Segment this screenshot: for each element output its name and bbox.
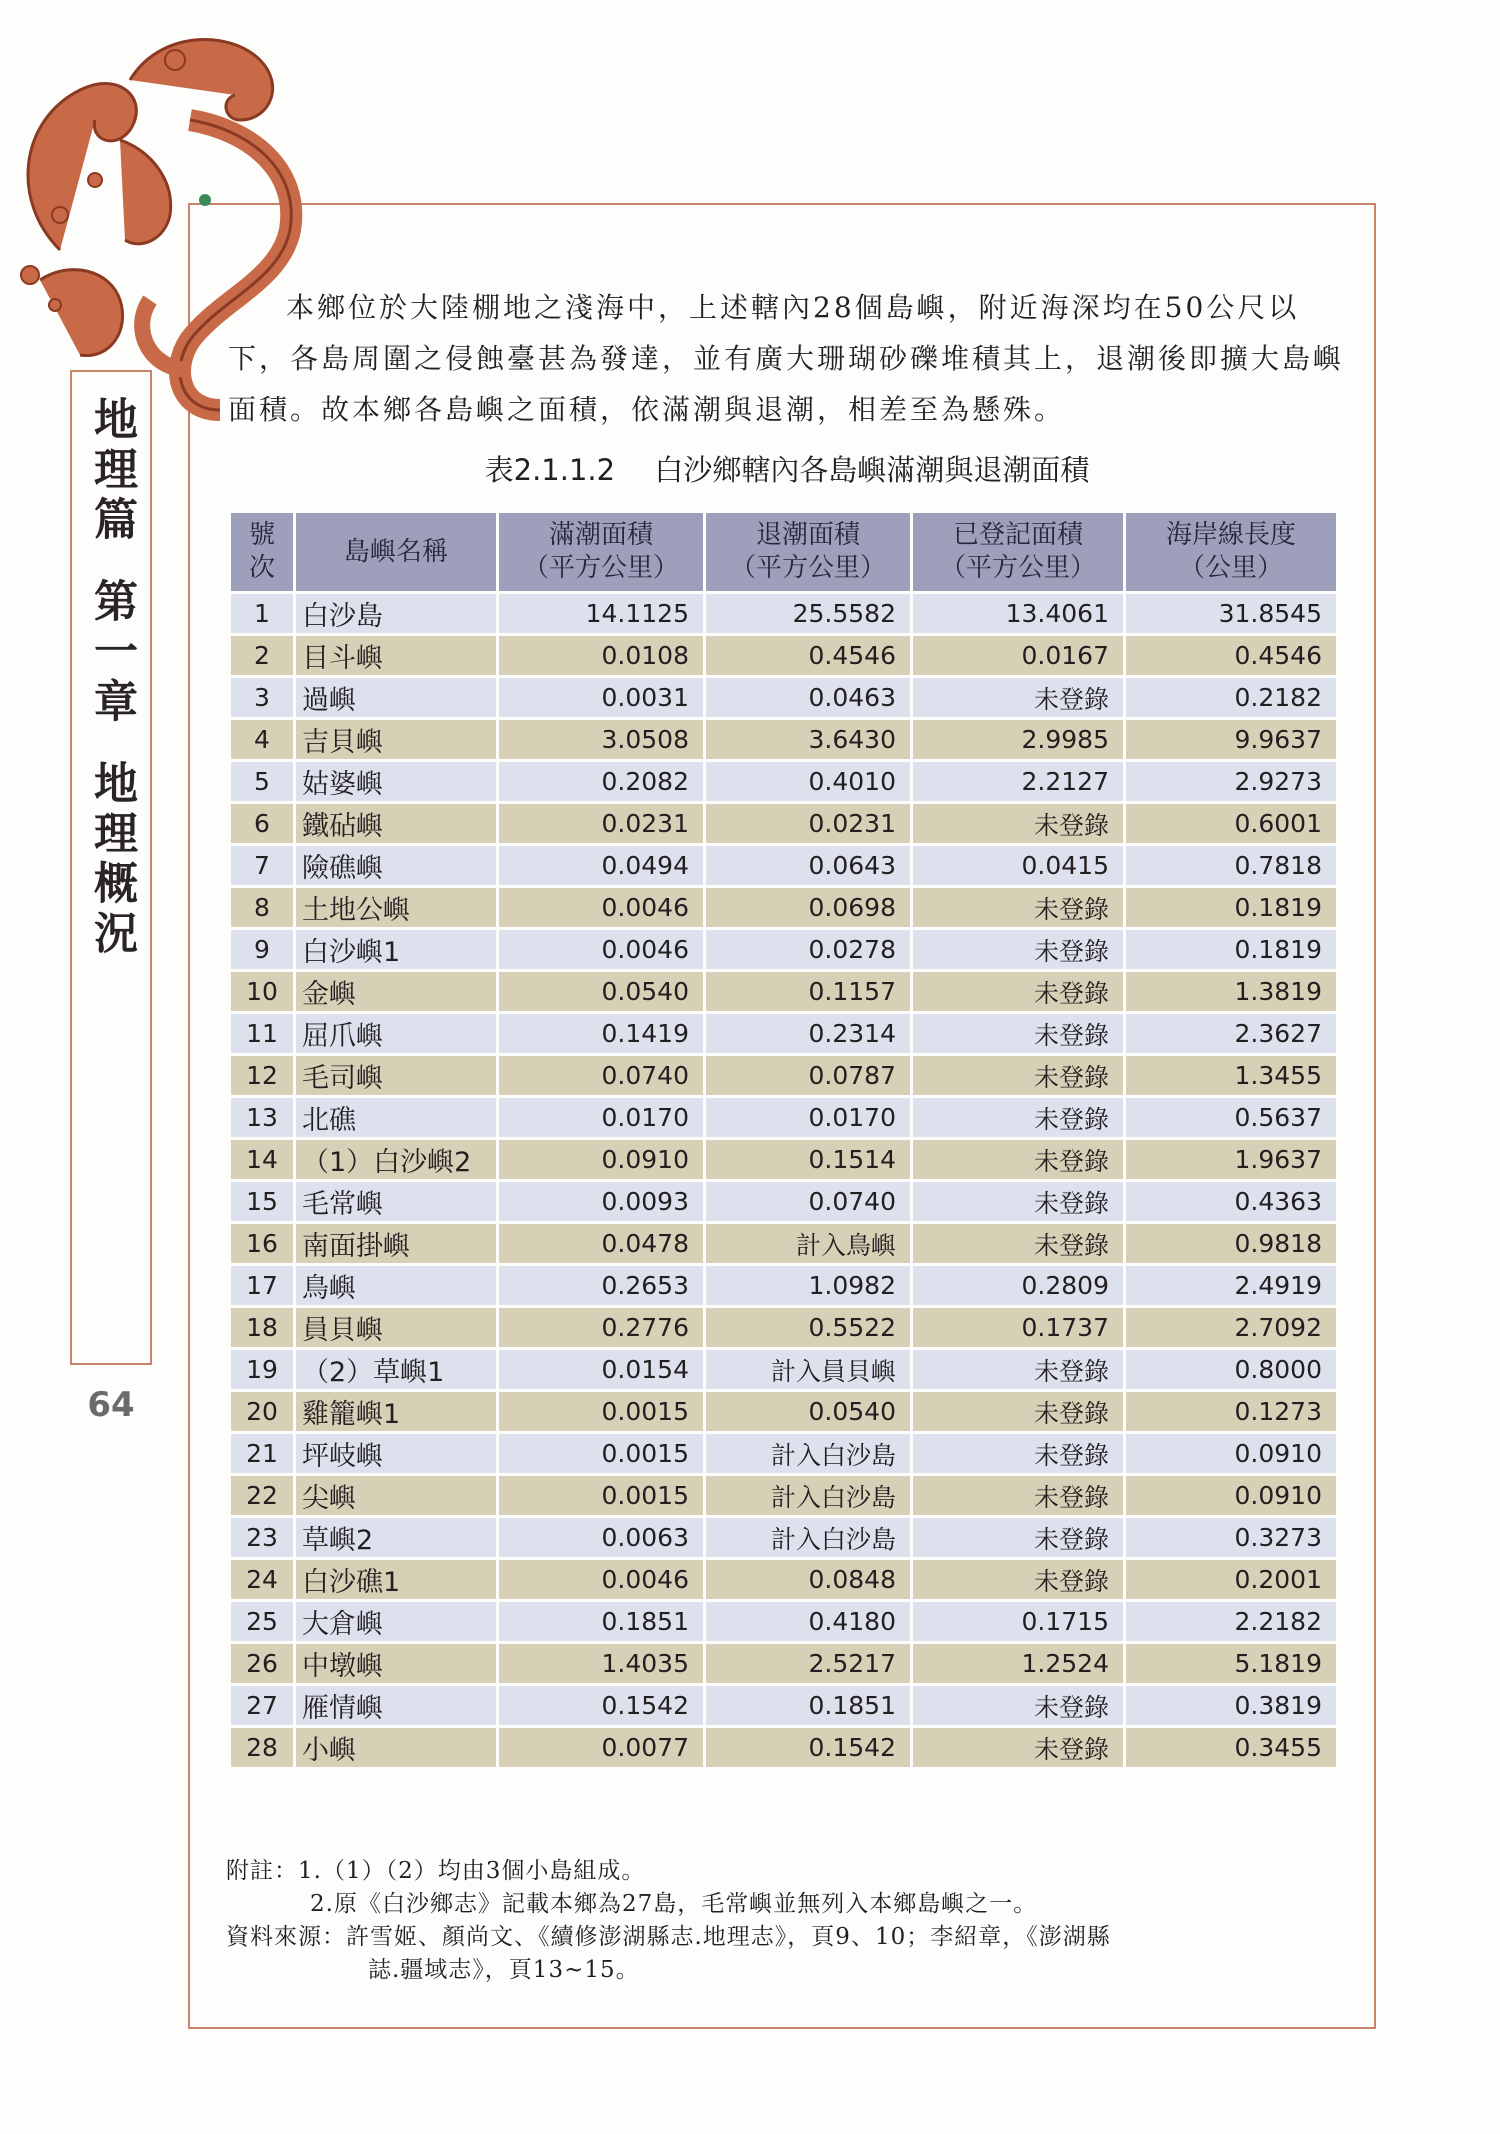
cell-registered: 未登錄 (913, 1224, 1123, 1263)
cell-high-tide: 14.1125 (499, 594, 703, 633)
cell-island-name: 鐵砧嶼 (296, 804, 496, 843)
cell-island-name: 白沙礁1 (296, 1560, 496, 1599)
cell-low-tide: 計入白沙島 (706, 1476, 910, 1515)
intro-paragraph: 本鄉位於大陸棚地之淺海中，上述轄內28個島嶼，附近海深均在50公尺以下，各島周圍之侵蝕臺甚為發達，並有廣大珊瑚砂礫堆積其上，退潮後即擴大島嶼面積。故本鄉各島嶼之面積，依滿潮與退潮，相差至為懸殊。 (228, 291, 1345, 426)
header-island-name: 島嶼名稱 (296, 513, 496, 591)
cell-low-tide: 0.0740 (706, 1182, 910, 1221)
cell-high-tide: 0.1851 (499, 1602, 703, 1641)
cell-coastline: 0.3455 (1126, 1728, 1336, 1767)
cell-island-name: 目斗嶼 (296, 636, 496, 675)
cell-coastline: 2.2182 (1126, 1602, 1336, 1641)
cell-high-tide: 0.0046 (499, 930, 703, 969)
cell-high-tide: 0.1419 (499, 1014, 703, 1053)
cell-registered: 未登錄 (913, 1014, 1123, 1053)
cell-low-tide: 計入鳥嶼 (706, 1224, 910, 1263)
cell-island-name: 大倉嶼 (296, 1602, 496, 1641)
cell-high-tide: 0.0540 (499, 972, 703, 1011)
cell-island-name: 毛司嶼 (296, 1056, 496, 1095)
cell-low-tide: 0.0278 (706, 930, 910, 969)
cell-coastline: 0.0910 (1126, 1476, 1336, 1515)
cell-coastline: 0.3819 (1126, 1686, 1336, 1725)
source-line-1: 資料來源：許雪姬、顏尚文、《續修澎湖縣志.地理志》，頁9、10；李紹章，《澎湖縣 (226, 1924, 1111, 1950)
cell-number: 25 (231, 1602, 293, 1641)
cell-high-tide: 0.0108 (499, 636, 703, 675)
cell-coastline: 0.1819 (1126, 930, 1336, 969)
part-title: 地理篇 (86, 396, 137, 546)
cell-number: 24 (231, 1560, 293, 1599)
cell-coastline: 0.0910 (1126, 1434, 1336, 1473)
cell-low-tide: 0.2314 (706, 1014, 910, 1053)
cell-number: 8 (231, 888, 293, 927)
source-line-2: 誌.疆域志》，頁13~15。 (368, 1957, 640, 1983)
cell-coastline: 2.9273 (1126, 762, 1336, 801)
cell-low-tide: 3.6430 (706, 720, 910, 759)
cell-registered: 0.1737 (913, 1308, 1123, 1347)
cell-registered: 未登錄 (913, 930, 1123, 969)
cell-island-name: 白沙島 (296, 594, 496, 633)
cell-coastline: 0.9818 (1126, 1224, 1336, 1263)
cell-island-name: 尖嶼 (296, 1476, 496, 1515)
cell-low-tide: 1.0982 (706, 1266, 910, 1305)
cell-high-tide: 0.0046 (499, 1560, 703, 1599)
cell-number: 15 (231, 1182, 293, 1221)
cell-island-name: 毛常嶼 (296, 1182, 496, 1221)
cell-coastline: 9.9637 (1126, 720, 1336, 759)
cell-island-name: 險礁嶼 (296, 846, 496, 885)
cell-registered: 13.4061 (913, 594, 1123, 633)
cell-registered: 0.2809 (913, 1266, 1123, 1305)
cell-island-name: 白沙嶼1 (296, 930, 496, 969)
cell-island-name: 姑婆嶼 (296, 762, 496, 801)
cell-registered: 未登錄 (913, 1392, 1123, 1431)
cell-registered: 未登錄 (913, 1476, 1123, 1515)
cell-number: 10 (231, 972, 293, 1011)
cell-low-tide: 計入員貝嶼 (706, 1350, 910, 1389)
cell-coastline: 0.5637 (1126, 1098, 1336, 1137)
cell-number: 2 (231, 636, 293, 675)
cell-coastline: 1.3455 (1126, 1056, 1336, 1095)
cell-number: 9 (231, 930, 293, 969)
cell-low-tide: 0.0848 (706, 1560, 910, 1599)
cell-registered: 未登錄 (913, 804, 1123, 843)
note-2: 2.原《白沙鄉志》記載本鄉為27島，毛常嶼並無列入本鄉島嶼之一。 (310, 1891, 1038, 1917)
cell-high-tide: 0.0063 (499, 1518, 703, 1557)
cell-island-name: 中墩嶼 (296, 1644, 496, 1683)
header-low-tide-area: 退潮面積 （平方公里） (706, 513, 910, 591)
cell-number: 12 (231, 1056, 293, 1095)
cell-number: 21 (231, 1434, 293, 1473)
cell-island-name: （2）草嶼1 (296, 1350, 496, 1389)
cell-low-tide: 0.4010 (706, 762, 910, 801)
cell-coastline: 2.7092 (1126, 1308, 1336, 1347)
cell-high-tide: 0.2082 (499, 762, 703, 801)
cell-low-tide: 計入白沙島 (706, 1434, 910, 1473)
cell-coastline: 0.8000 (1126, 1350, 1336, 1389)
cell-island-name: 鳥嶼 (296, 1266, 496, 1305)
cell-low-tide: 0.0540 (706, 1392, 910, 1431)
cell-coastline: 0.4363 (1126, 1182, 1336, 1221)
cell-number: 14 (231, 1140, 293, 1179)
cell-island-name: 土地公嶼 (296, 888, 496, 927)
cell-low-tide: 2.5217 (706, 1644, 910, 1683)
cell-number: 3 (231, 678, 293, 717)
cell-registered: 1.2524 (913, 1644, 1123, 1683)
cell-low-tide: 0.1542 (706, 1728, 910, 1767)
cell-registered: 未登錄 (913, 1518, 1123, 1557)
cell-registered: 0.0415 (913, 846, 1123, 885)
cell-number: 4 (231, 720, 293, 759)
cell-high-tide: 0.0740 (499, 1056, 703, 1095)
cell-high-tide: 0.0170 (499, 1098, 703, 1137)
chapter-title: 地理概況 (86, 760, 137, 960)
cell-coastline: 31.8545 (1126, 594, 1336, 633)
page-number: 64 (87, 1385, 135, 1425)
cell-number: 26 (231, 1644, 293, 1683)
cell-number: 17 (231, 1266, 293, 1305)
cell-low-tide: 0.1851 (706, 1686, 910, 1725)
note-1: 1.（1）（2）均由3個小島組成。 (298, 1858, 646, 1884)
cell-island-name: 草嶼2 (296, 1518, 496, 1557)
cell-number: 28 (231, 1728, 293, 1767)
cell-low-tide: 0.5522 (706, 1308, 910, 1347)
cell-island-name: 吉貝嶼 (296, 720, 496, 759)
cell-island-name: 小嶼 (296, 1728, 496, 1767)
cell-island-name: 屈爪嶼 (296, 1014, 496, 1053)
cell-registered: 未登錄 (913, 1560, 1123, 1599)
page-frame (188, 203, 1376, 2029)
cell-registered: 2.9985 (913, 720, 1123, 759)
cell-island-name: 員貝嶼 (296, 1308, 496, 1347)
cell-high-tide: 0.0154 (499, 1350, 703, 1389)
cell-island-name: 金嶼 (296, 972, 496, 1011)
cell-number: 5 (231, 762, 293, 801)
cell-number: 13 (231, 1098, 293, 1137)
cell-coastline: 0.2182 (1126, 678, 1336, 717)
cell-coastline: 1.9637 (1126, 1140, 1336, 1179)
cell-registered: 未登錄 (913, 1140, 1123, 1179)
cell-coastline: 0.6001 (1126, 804, 1336, 843)
cell-registered: 2.2127 (913, 762, 1123, 801)
cell-coastline: 0.4546 (1126, 636, 1336, 675)
table-number: 表2.1.1.2 (484, 453, 616, 487)
notes-label: 附註： (226, 1858, 298, 1884)
cell-high-tide: 0.0093 (499, 1182, 703, 1221)
cell-registered: 未登錄 (913, 1434, 1123, 1473)
cell-low-tide: 0.1514 (706, 1140, 910, 1179)
cell-low-tide: 25.5582 (706, 594, 910, 633)
cell-coastline: 1.3819 (1126, 972, 1336, 1011)
cell-number: 18 (231, 1308, 293, 1347)
cell-registered: 0.0167 (913, 636, 1123, 675)
cell-island-name: 南面掛嶼 (296, 1224, 496, 1263)
cell-island-name: 北礁 (296, 1098, 496, 1137)
cell-high-tide: 0.0494 (499, 846, 703, 885)
cell-registered: 未登錄 (913, 972, 1123, 1011)
cell-low-tide: 0.0643 (706, 846, 910, 885)
cell-high-tide: 0.0015 (499, 1476, 703, 1515)
cell-low-tide: 0.0463 (706, 678, 910, 717)
cell-island-name: 坪岐嶼 (296, 1434, 496, 1473)
cell-number: 1 (231, 594, 293, 633)
cell-number: 6 (231, 804, 293, 843)
cell-number: 16 (231, 1224, 293, 1263)
cell-number: 27 (231, 1686, 293, 1725)
cell-coastline: 0.1273 (1126, 1392, 1336, 1431)
cell-registered: 未登錄 (913, 1182, 1123, 1221)
cell-coastline: 0.2001 (1126, 1560, 1336, 1599)
chapter-label: 第一章 (86, 578, 137, 728)
cell-low-tide: 0.0698 (706, 888, 910, 927)
cell-coastline: 0.3273 (1126, 1518, 1336, 1557)
cell-high-tide: 0.0015 (499, 1392, 703, 1431)
cell-island-name: 雁情嶼 (296, 1686, 496, 1725)
header-number: 號 次 (231, 513, 293, 591)
header-high-tide-area: 滿潮面積 （平方公里） (499, 513, 703, 591)
cell-low-tide: 0.0170 (706, 1098, 910, 1137)
cell-number: 23 (231, 1518, 293, 1557)
cell-high-tide: 0.2653 (499, 1266, 703, 1305)
cell-number: 11 (231, 1014, 293, 1053)
header-coastline-length: 海岸線長度 （公里） (1126, 513, 1336, 591)
cell-high-tide: 0.0910 (499, 1140, 703, 1179)
cell-coastline: 5.1819 (1126, 1644, 1336, 1683)
cell-high-tide: 0.0046 (499, 888, 703, 927)
cell-high-tide: 3.0508 (499, 720, 703, 759)
cell-registered: 未登錄 (913, 1056, 1123, 1095)
cell-high-tide: 0.1542 (499, 1686, 703, 1725)
cell-high-tide: 0.0478 (499, 1224, 703, 1263)
cell-high-tide: 0.0015 (499, 1434, 703, 1473)
cell-registered: 未登錄 (913, 1350, 1123, 1389)
header-registered-area: 已登記面積 （平方公里） (913, 513, 1123, 591)
cell-island-name: 過嶼 (296, 678, 496, 717)
table-title: 白沙鄉轄內各島嶼滿潮與退潮面積 (654, 453, 1090, 487)
cell-high-tide: 0.0231 (499, 804, 703, 843)
cell-high-tide: 0.2776 (499, 1308, 703, 1347)
cell-registered: 未登錄 (913, 888, 1123, 927)
cell-registered: 0.1715 (913, 1602, 1123, 1641)
cell-low-tide: 0.4180 (706, 1602, 910, 1641)
cell-low-tide: 計入白沙島 (706, 1518, 910, 1557)
cell-registered: 未登錄 (913, 1728, 1123, 1767)
cell-number: 20 (231, 1392, 293, 1431)
cell-low-tide: 0.4546 (706, 636, 910, 675)
cell-coastline: 2.3627 (1126, 1014, 1336, 1053)
cell-high-tide: 0.0031 (499, 678, 703, 717)
cell-coastline: 0.7818 (1126, 846, 1336, 885)
cell-low-tide: 0.1157 (706, 972, 910, 1011)
cell-coastline: 2.4919 (1126, 1266, 1336, 1305)
cell-high-tide: 0.0077 (499, 1728, 703, 1767)
cell-low-tide: 0.0231 (706, 804, 910, 843)
cell-registered: 未登錄 (913, 1686, 1123, 1725)
cell-low-tide: 0.0787 (706, 1056, 910, 1095)
cell-island-name: 雞籠嶼1 (296, 1392, 496, 1431)
cell-registered: 未登錄 (913, 678, 1123, 717)
cell-island-name: （1）白沙嶼2 (296, 1140, 496, 1179)
cell-number: 7 (231, 846, 293, 885)
cell-number: 19 (231, 1350, 293, 1389)
cell-high-tide: 1.4035 (499, 1644, 703, 1683)
chapter-sidebar (70, 370, 152, 1365)
cell-number: 22 (231, 1476, 293, 1515)
cell-registered: 未登錄 (913, 1098, 1123, 1137)
cell-coastline: 0.1819 (1126, 888, 1336, 927)
